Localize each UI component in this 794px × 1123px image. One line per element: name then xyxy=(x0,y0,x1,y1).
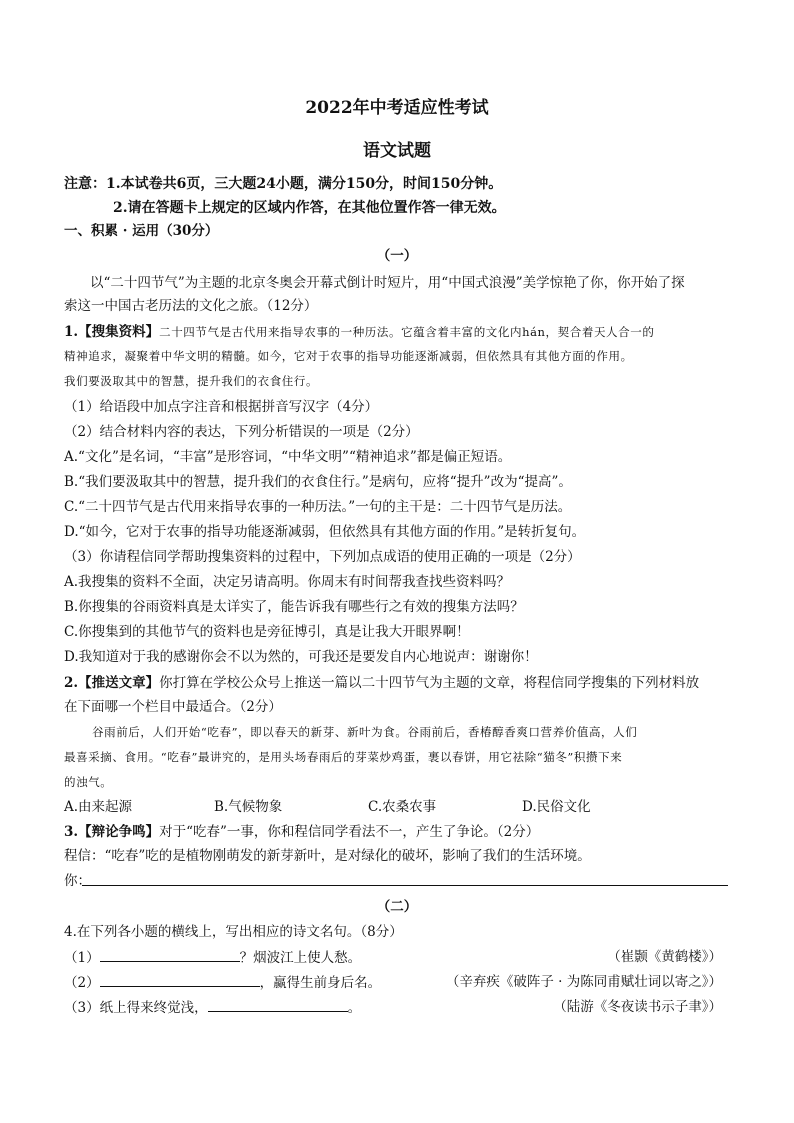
q1-sub-2: （2）结合材料内容的表达，下列分析错误的一项是（2分） xyxy=(64,424,419,440)
q1-text-3: 我们要汲取其中的智慧，提升我们的衣食住行。 xyxy=(64,374,319,388)
q3-line xyxy=(64,822,539,842)
q1-sub3-option-a: A.我搜集的资料不全面，决定另请高明。你周末有时间帮我查找些资料吗？ xyxy=(64,574,511,590)
q3-text: 对于“吃春”一事，你和程信同学看法不一，产生了争论。（2分） xyxy=(159,824,540,840)
intro-line-2: 索这一中国古老历法的文化之旅。（12分） xyxy=(64,298,318,314)
q3-you-label: 你： xyxy=(64,873,91,889)
q1-option-c: C.“二十四节气是古代用来指导农事的一种历法。”一句的主干是：二十四节气是历法。 xyxy=(64,499,572,515)
q2-passage-3: 的浊气。 xyxy=(64,775,113,789)
q2-option-b: B.气候物象 xyxy=(214,799,283,815)
exam-title: 2022年中考适应性考试 xyxy=(305,98,489,118)
q1-label: 1.【搜集资料】 xyxy=(64,324,160,340)
intro-line-1: 以“二十四节气”为主题的北京冬奥会开幕式倒计时短片，用“中国式浪漫”美学惊艳了你，你开始了探 xyxy=(90,275,685,291)
q4-item-3-num: （3） xyxy=(64,1000,100,1016)
q1-text-1: 二十四节气是古代用来指导农事的一种历法。它蕴含着丰富的文化内hán，契合着天人合一的 xyxy=(159,325,655,339)
q1-sub-1: （1）给语段中加点字注音和根据拼音写汉字（4分） xyxy=(64,399,379,415)
q3-answer-line[interactable] xyxy=(82,885,728,886)
q4-item-1-after: ？烟波江上使人愁。 xyxy=(239,950,362,966)
q4-item-3-source: （陆游《冬夜读书示子聿》） xyxy=(553,999,722,1015)
notice-line-2: 2.请在答题卡上规定的区域内作答，在其他位置作答一律无效。 xyxy=(113,200,506,216)
q1-sub3-option-b: B.你搜集的谷雨资料真是太详实了，能告诉我有哪些行之有效的搜集方法吗？ xyxy=(64,599,524,615)
q4-prompt: 4.在下列各小题的横线上，写出相应的诗文名句。（8分） xyxy=(64,924,403,940)
q1-sub3-option-c: C.你搜集到的其他节气的资料也是旁征博引，真是让我大开眼界啊！ xyxy=(64,624,470,640)
q4-item-2-num: （2） xyxy=(64,975,100,991)
q1-line-1 xyxy=(64,322,654,342)
q4-item-1 xyxy=(64,947,361,968)
notice-line-1: 注意：1.本试卷共6页，三大题24小题，满分150分，时间150分钟。 xyxy=(64,176,503,192)
q2-passage-2: 最喜采摘、食用。“吃春”最讲究的，是用头场春雨后的芽菜炒鸡蛋，裹以春饼，用它祛除“猫冬”积攒下来 xyxy=(64,750,623,764)
q2-option-d: D.民俗文化 xyxy=(522,799,591,815)
q4-item-2-blank[interactable] xyxy=(100,972,260,987)
q1-option-b: B.“我们要汲取其中的智慧，提升我们的衣食住行。”是病句，应将“提升”改为“提高”。 xyxy=(64,474,572,490)
q4-item-3-after: 。 xyxy=(347,1000,362,1016)
q4-item-2 xyxy=(64,972,381,993)
exam-subtitle: 语文试题 xyxy=(363,141,431,161)
q2-options xyxy=(64,797,591,817)
q4-item-1-blank[interactable] xyxy=(100,947,240,962)
q2-passage-1: 谷雨前后，人们开始“吃春”，即以春天的新芽、新叶为食。谷雨前后，香椿醇香爽口营养价值高，人们 xyxy=(92,725,638,739)
q4-item-1-num: （1） xyxy=(64,950,100,966)
q2-line-1 xyxy=(64,673,699,693)
q1-option-a: A.“文化”是名词，“丰富”是形容词，“中华文明”“精神追求”都是偏正短语。 xyxy=(64,449,512,465)
q4-item-3-before: 纸上得来终觉浅， xyxy=(99,1000,208,1016)
part-1-label: （一） xyxy=(376,248,418,264)
q3-label: 3.【辩论争鸣】 xyxy=(64,824,160,840)
q4-item-1-source: （崔颢《黄鹤楼》） xyxy=(607,949,722,965)
q1-sub-3: （3）你请程信同学帮助搜集资料的过程中，下列加点成语的使用正确的一项是（2分） xyxy=(64,549,581,565)
q4-item-3 xyxy=(64,997,361,1018)
q2-text-2: 在下面哪一个栏目中最适合。（2分） xyxy=(64,699,282,715)
q1-sub3-option-d: D.我知道对于我的感谢你会不以为然的，可我还是要发自内心地说声：谢谢你！ xyxy=(64,649,538,665)
q3-chengxin: 程信：“吃春”吃的是植物刚萌发的新芽新叶，是对绿化的破坏，影响了我们的生活环境。 xyxy=(64,848,591,864)
q2-text-1: 你打算在学校公众号上推送一篇以二十四节气为主题的文章，将程信同学搜集的下列材料放 xyxy=(159,675,700,691)
q2-label: 2.【推送文章】 xyxy=(64,675,160,691)
q1-option-d: D.“如今，它对于农事的指导功能逐渐减弱，但依然具有其他方面的作用。”是转折复句。 xyxy=(64,524,586,540)
q1-text-2: 精神追求，凝聚着中华文明的精髓。如今，它对于农事的指导功能逐渐减弱，但依然具有其他方面的作用。 xyxy=(64,349,633,363)
part-2-label: （二） xyxy=(376,899,418,915)
q4-item-2-source: （辛弃疾《破阵子 · 为陈同甫赋壮词以寄之》） xyxy=(445,974,722,990)
q2-option-c: C.农桑农事 xyxy=(368,799,437,815)
q4-item-2-after: ，赢得生前身后名。 xyxy=(259,975,382,991)
q4-item-3-blank[interactable] xyxy=(208,997,348,1012)
section-1-heading: 一、积累 · 运用（30分） xyxy=(64,223,219,239)
q2-option-a: A.由来起源 xyxy=(64,799,133,815)
